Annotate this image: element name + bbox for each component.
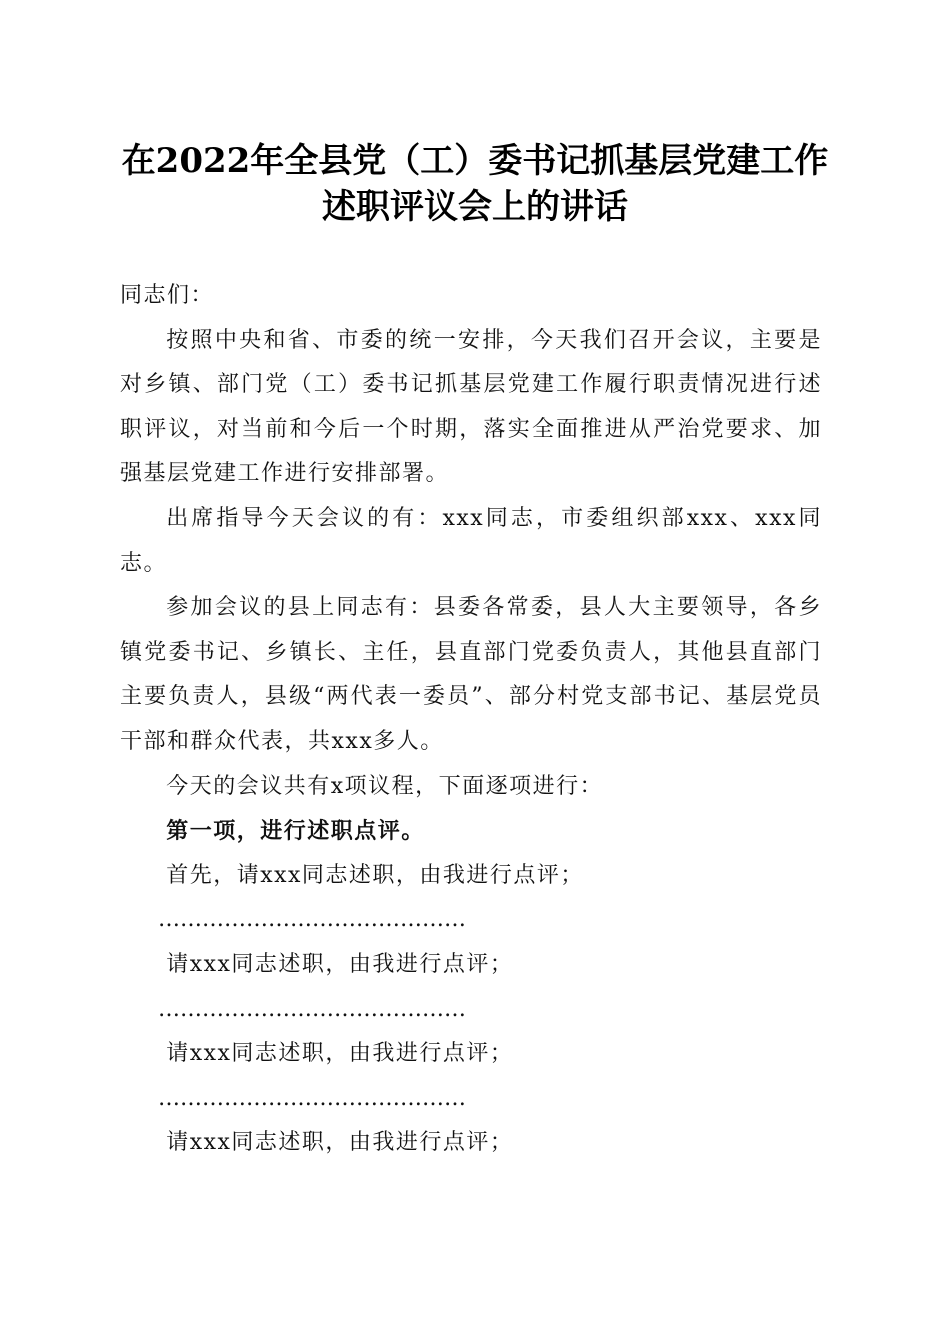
review-line-first: 首先，请xxx同志述职，由我进行点评；	[166, 862, 584, 888]
paragraph-attendees-county: 参加会议的县上同志有：县委各常委，县人大主要领导，各乡镇党委书记、乡镇长、主任，县直部门党委负责人，其他县直部门主要负责人，县级“两代表一委员”、部分村党支部书记、基层党员干部和群众代表，共xxx多人。	[120, 595, 822, 754]
ellipsis-line: ……………………………………	[158, 996, 466, 1022]
review-line: 请xxx同志述职，由我进行点评；	[166, 1130, 514, 1156]
salutation: 同志们：	[120, 283, 215, 308]
ellipsis-line: ……………………………………	[158, 1085, 466, 1111]
review-line: 请xxx同志述职，由我进行点评；	[166, 951, 514, 977]
ellipsis-line: ……………………………………	[158, 907, 466, 933]
document-body	[120, 274, 822, 1166]
paragraph-attendees-guidance: 出席指导今天会议的有：xxx同志，市委组织部xxx、xxx同志。	[120, 505, 822, 576]
paragraph-agenda: 今天的会议共有x项议程，下面逐项进行：	[166, 773, 604, 799]
paragraph-intro: 按照中央和省、市委的统一安排，今天我们召开会议，主要是对乡镇、部门党（工）委书记抓基层党建工作履行职责情况进行述职评议，对当前和今后一个时期，落实全面推进从严治党要求、加强基层党建工作进行安排部署。	[120, 327, 822, 487]
document-title: 在2022年全县党（工）委书记抓基层党建工作述职评议会上的讲话	[121, 141, 829, 227]
review-line: 请xxx同志述职，由我进行点评；	[166, 1041, 514, 1067]
agenda-item-one-heading: 第一项，进行述职点评。	[166, 818, 425, 845]
